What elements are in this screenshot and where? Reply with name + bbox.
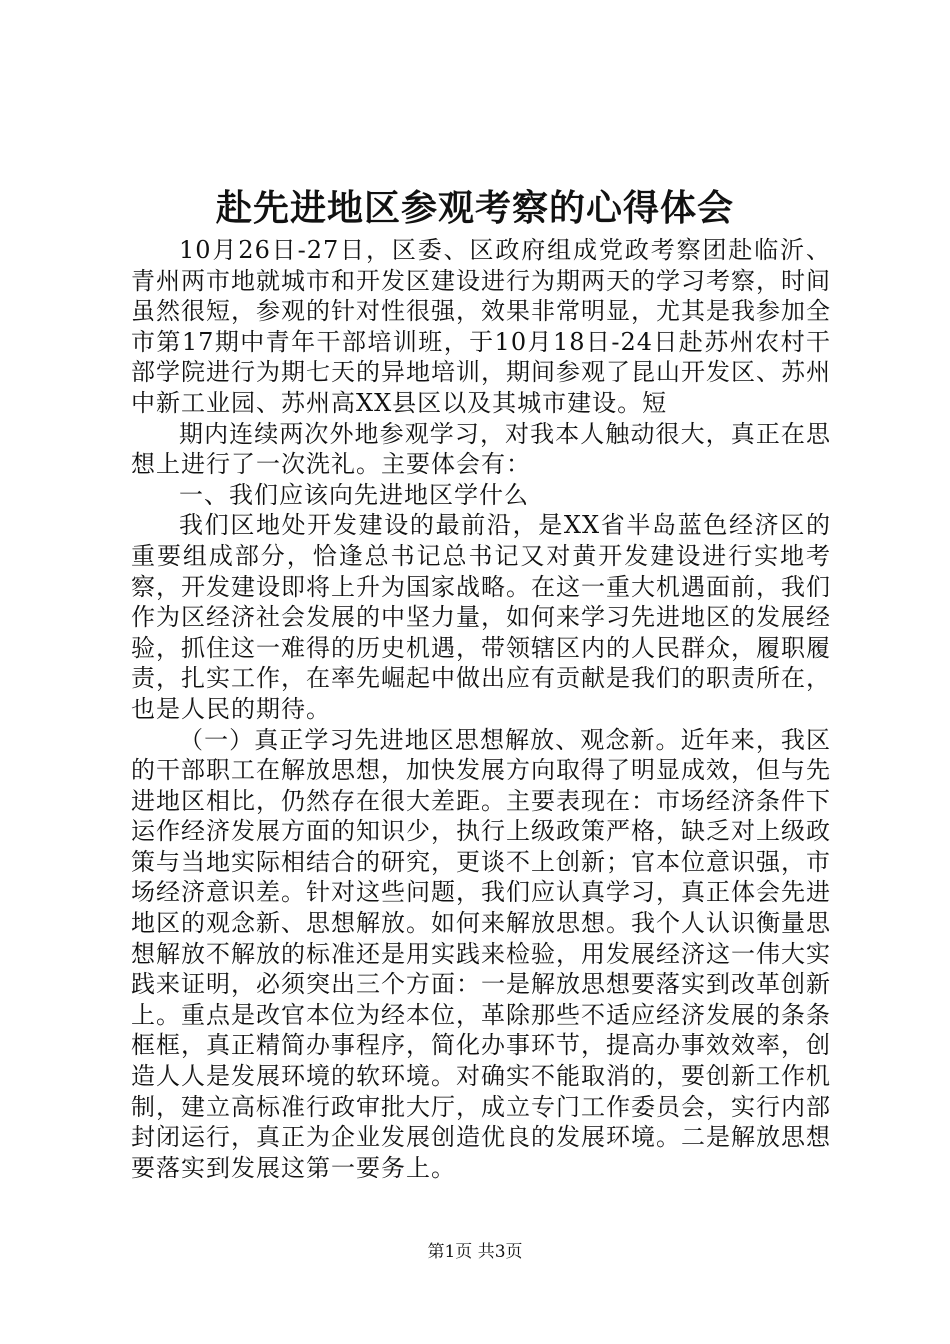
section-heading: 一、我们应该向先进地区学什么 bbox=[179, 480, 529, 509]
paragraph-summary: 期内连续两次外地参观学习，对我本人触动很大，真正在思想上进行了一次洗礼。主要体会有： bbox=[131, 419, 831, 479]
document-title: 赴先进地区参观考察的心得体会 bbox=[215, 187, 734, 229]
page-footer: 第1页 共3页 bbox=[427, 1242, 523, 1262]
paragraph-background: 我们区地处开发建设的最前沿，是XX省半岛蓝色经济区的重要组成部分，恰逢总书记总书记又对黄开发建设进行实地考察，开发建设即将上升为国家战略。在这一重大机遇面前，我们作为区经济社会发展的中坚力量，如何来学习先进地区的发展经验，抓住这一难得的历史机遇，带领辖区内的人民群众，履职履责，扎实工作，在率先崛起中做出应有贡献是我们的职责所在，也是人民的期待。 bbox=[131, 511, 831, 723]
document-body bbox=[131, 235, 831, 1183]
paragraph-intro: 10月26日-27日，区委、区政府组成党政考察团赴临沂、青州两市地就城市和开发区建设进行为期两天的学习考察，时间虽然很短，参观的针对性很强，效果非常明显，尤其是我参加全市第17期中青年干部培训班，于10月18日-24日赴苏州农村干部学院进行为期七天的异地培训，期间参观了昆山开发区、苏州中新工业园、苏州高XX县区以及其城市建设。短 bbox=[131, 236, 831, 417]
paragraph-point-one: （一）真正学习先进地区思想解放、观念新。近年来，我区的干部职工在解放思想，加快发展方向取得了明显成效，但与先进地区相比，仍然存在很大差距。主要表现在：市场经济条件下运作经济发展方面的知识少，执行上级政策严格，缺乏对上级政策与当地实际相结合的研究，更谈不上创新；官本位意识强，市场经济意识差。针对这些问题，我们应认真学习，真正体会先进地区的观念新、思想解放。如何来解放思想。我个人认识衡量思想解放不解放的标准还是用实践来检验，用发展经济这一伟大实践来证明，必须突出三个方面：一是解放思想要落实到改革创新上。重点是改官本位为经本位，革除那些不适应经济发展的条条框框，真正精简办事程序，简化办事环节，提高办事效效率，创造人人是发展环境的软环境。对确实不能取消的，要创新工作机制，建立高标准行政审批大厅，成立专门工作委员会，实行内部封闭运行，真正为企业发展创造优良的发展环境。二是解放思想要落实到发展这第一要务上。 bbox=[131, 725, 831, 1182]
